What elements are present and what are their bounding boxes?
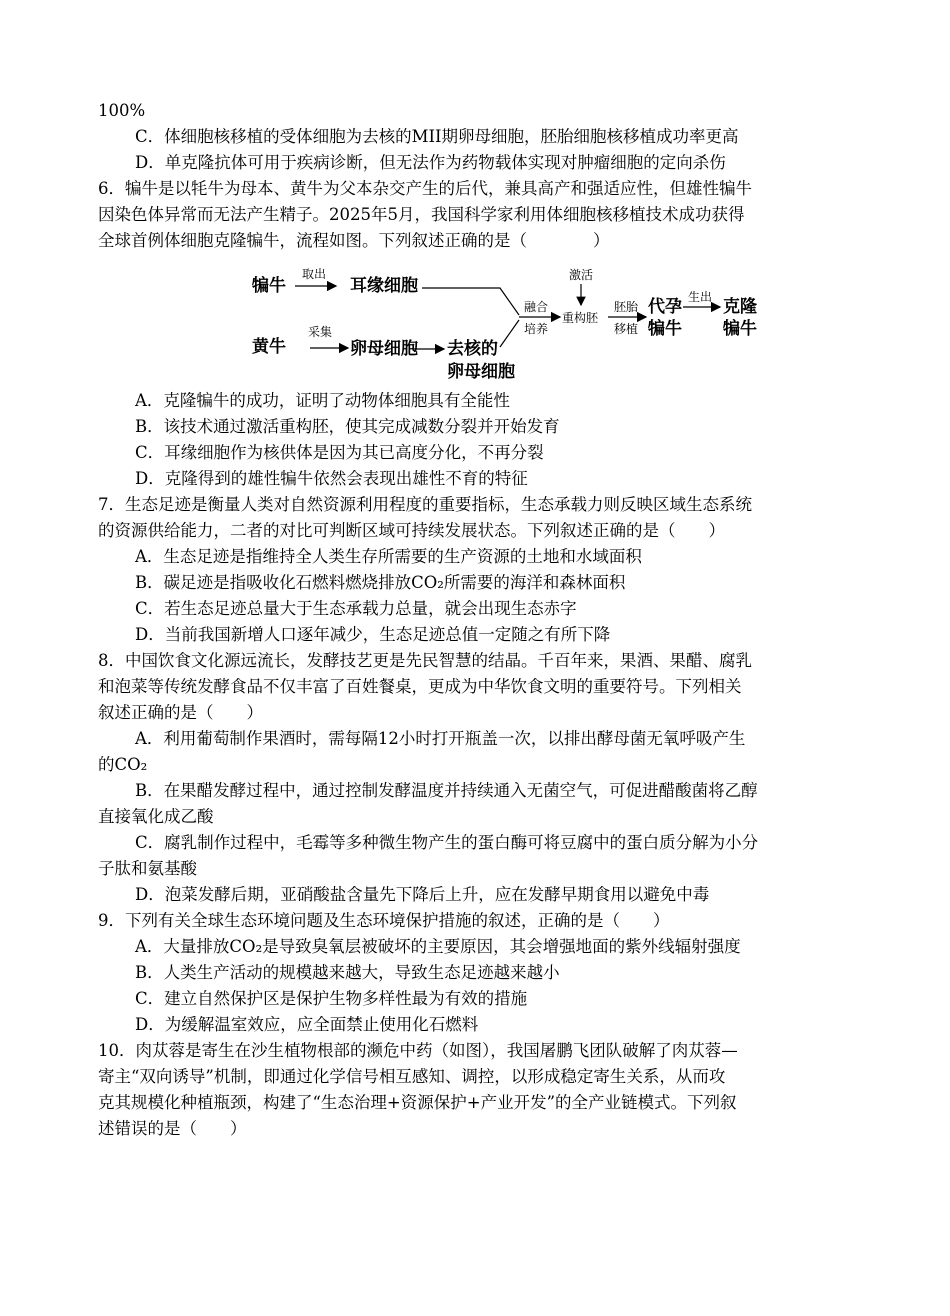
node-surrogate-2: 犏牛 [648,319,682,339]
text-line: 的资源供给能力，二者的对比可判断区域可持续发展状态。下列叙述正确的是（ ） [98,521,725,540]
text-line: 子肽和氨基酸 [98,859,197,878]
text-line: 8．中国饮食文化源远流长，发酵技艺更是先民智慧的结晶。千百年来，果酒、果醋、腐乳 [98,651,752,670]
text-line: D．单克隆抗体可用于疾病诊断，但无法作为药物载体实现对肿瘤细胞的定向杀伤 [135,153,726,172]
text-line: 的CO₂ [98,755,148,774]
node-ear-cell: 耳缘细胞 [350,276,418,296]
text-line: 6．犏牛是以牦牛为母本、黄牛为父本杂交产生的后代，兼具高产和强适应性，但雄性犏牛 [98,179,752,198]
node-oocyte: 卵母细胞 [350,339,418,359]
label-embryo: 胚胎 [614,300,639,314]
flow-diagram-svg [98,260,852,384]
text-line: 10．肉苁蓉是寄生在沙生植物根部的濒危中药（如图），我国屠鹏飞团队破解了肉苁蓉— [98,1041,738,1060]
text-line: A．克隆犏牛的成功，证明了动物体细胞具有全能性 [135,391,510,410]
text-line: A．利用葡萄制作果酒时，需每隔12小时打开瓶盖一次，以排出酵母菌无氧呼吸产生 [135,729,746,748]
label-fusion: 融合 [524,300,549,314]
text-line: D．为缓解温室效应，应全面禁止使用化石燃料 [135,1015,479,1034]
text-line: B．碳足迹是指吸收化石燃料燃烧排放CO₂所需要的海洋和森林面积 [135,573,626,592]
node-clone-1: 克隆 [723,297,757,317]
label-culture: 培养 [524,322,549,336]
node-surrogate-1: 代孕 [648,297,682,317]
text-line: C．若生态足迹总量大于生态承载力总量，就会出现生态赤字 [135,599,577,618]
text-line: 直接氧化成乙酸 [98,807,214,826]
merge-line-top [422,288,519,315]
cloning-flow-diagram [98,260,852,384]
text-line: B．在果醋发酵过程中，通过控制发酵温度并持续通入无菌空气，可促进醋酸菌将乙醇 [135,781,758,800]
text-line: C．腐乳制作过程中，毛霉等多种微生物产生的蛋白酶可将豆腐中的蛋白质分解为小分 [135,833,759,852]
text-line: A．生态足迹是指维持全人类生存所需要的生产资源的土地和水域面积 [135,547,642,566]
node-enucleated-2: 卵母细胞 [447,362,515,382]
text-line: 述错误的是（ ） [98,1119,247,1138]
text-line: 9．下列有关全球生态环境问题及生态环境保护措施的叙述，正确的是（ ） [98,911,670,930]
label-transfer: 移植 [614,322,639,336]
text-line: A．大量排放CO₂是导致臭氧层被破坏的主要原因，其会增强地面的紫外线辐射强度 [135,937,741,956]
label-collect: 采集 [308,325,333,339]
text-line: 因染色体异常而无法产生精子。2025年5月，我国科学家利用体细胞核移植技术成功获得 [98,205,745,224]
node-reconstructed: 重构胚 [562,311,599,325]
node-clone-2: 犏牛 [723,319,757,339]
text-line: 7．生态足迹是衡量人类对自然资源利用程度的重要指标，生态承载力则反映区域生态系统 [98,495,752,514]
text-line: C．体细胞核移植的受体细胞为去核的MII期卵母细胞，胚胎细胞核移植成功率更高 [135,127,739,146]
text-line: 100% [98,101,146,120]
label-take-out: 取出 [302,267,327,281]
text-line: 寄主“双向诱导”机制，即通过化学信号相互感知、调控，以形成稳定寄生关系，从而攻 [98,1067,726,1086]
text-line: C．建立自然保护区是保护生物多样性最为有效的措施 [135,989,528,1008]
text-line: B．人类生产活动的规模越来越大，导致生态足迹越来越小 [135,963,560,982]
question-text-top [98,98,852,254]
node-enucleated-1: 去核的 [447,339,498,359]
document-page [98,98,852,1142]
node-cattle: 黄牛 [252,337,286,357]
merge-line-bottom [500,320,519,347]
text-line: 全球首例体细胞克隆犏牛，流程如图。下列叙述正确的是（ ） [98,231,610,250]
text-line: 克其规模化种植瓶颈，构建了“生态治理+资源保护+产业开发”的全产业链模式。下列叙 [98,1093,737,1112]
label-birth: 生出 [688,290,713,304]
text-line: D．泡菜发酵后期，亚硝酸盐含量先下降后上升，应在发酵早期食用以避免中毒 [135,885,710,904]
text-line: D．克隆得到的雄性犏牛依然会表现出雄性不育的特征 [135,469,528,488]
text-line: 和泡菜等传统发酵食品不仅丰富了百姓餐桌，更成为中华饮食文明的重要符号。下列相关 [98,677,742,696]
text-line: C．耳缘细胞作为核供体是因为其已高度分化，不再分裂 [135,443,544,462]
node-yak: 犏牛 [252,276,286,296]
label-activate: 激活 [569,268,594,282]
text-line: 叙述正确的是（ ） [98,703,263,722]
text-line: D．当前我国新增人口逐年减少，生态足迹总值一定随之有所下降 [135,625,611,644]
text-line: B．该技术通过激活重构胚，使其完成减数分裂并开始发育 [135,417,560,436]
question-text-bottom [98,388,852,1142]
